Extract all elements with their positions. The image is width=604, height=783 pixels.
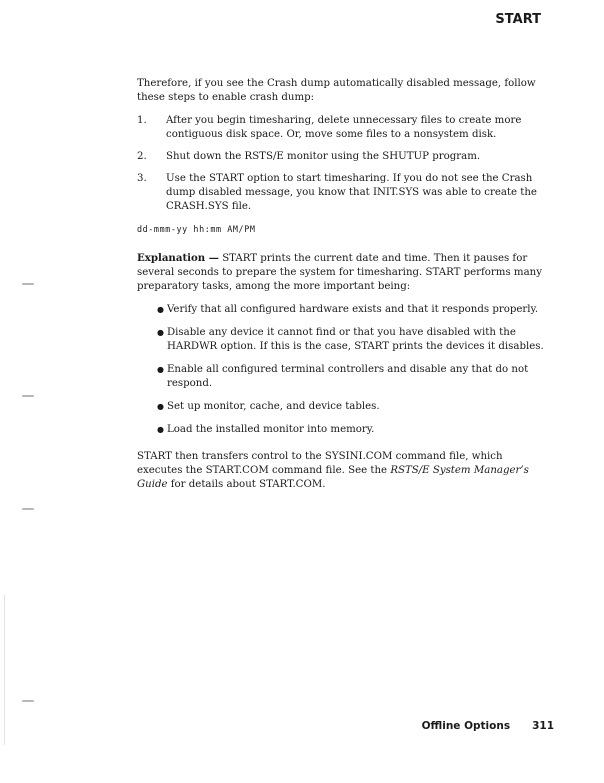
step-text: Shut down the RSTS/E monitor using the SHUTUP program. (166, 151, 481, 162)
running-head: START (495, 12, 541, 27)
list-item (137, 172, 545, 214)
intro-paragraph: Therefore, if you see the Crash dump automatically disabled message, follow these steps to enable crash dump: (137, 78, 536, 103)
explanation-paragraph (137, 251, 545, 294)
bullet-icon: ● (157, 425, 164, 434)
tasks-list (137, 303, 545, 437)
outro-paragraph (137, 450, 545, 492)
prompt-format: dd-mmm-yy hh:mm AM/PM (137, 224, 256, 234)
bullet-icon: ● (157, 305, 164, 314)
explanation-text: START prints the current date and time. Then it pauses for several seconds to prepare the system for timesharing. START performs many preparatory tasks, among the more important being: (137, 253, 542, 292)
bullet-text: Verify that all configured hardware exists and that it responds properly. (167, 304, 539, 315)
step-text: Use the START option to start timesharing. If you do not see the Crash dump disabled message, you know that INIT.SYS was able to create the CRASH.SYS file. (166, 173, 537, 212)
list-item (137, 114, 545, 142)
binding-mark (22, 508, 34, 510)
outro-text-after: for details about START.COM. (167, 479, 326, 490)
page-body (137, 77, 545, 492)
bullet-icon: ● (157, 328, 164, 337)
binding-mark (22, 283, 34, 285)
book-title: RSTS/E System Manager’s Guide (137, 465, 529, 490)
steps-list (137, 114, 545, 214)
bullet-text: Load the installed monitor into memory. (167, 424, 375, 435)
list-item (137, 326, 545, 354)
list-item (137, 363, 545, 391)
bullet-text: Set up monitor, cache, and device tables. (167, 401, 380, 412)
step-text: After you begin timesharing, delete unnecessary files to create more contiguous disk space. Or, move some files to a nonsystem disk. (166, 115, 522, 140)
footer-section-title: Offline Options (421, 720, 511, 732)
binding-mark (22, 395, 34, 397)
bullet-icon: ● (157, 402, 164, 411)
bullet-text: Disable any device it cannot find or that you have disabled with the HARDWR option. If this is the case, START prints the devices it disables. (167, 327, 544, 352)
page-footer (422, 720, 554, 732)
explanation-label: Explanation — (137, 252, 219, 264)
page-edge-line (4, 595, 5, 745)
list-item (137, 150, 545, 164)
bullet-icon: ● (157, 365, 164, 374)
outro-text-before: START then transfers control to the SYSINI.COM command file, which executes the START.COM command file. See the (137, 451, 503, 476)
step-number: 1. (137, 115, 147, 126)
list-item (137, 423, 545, 437)
bullet-text: Enable all configured terminal controllers and disable any that do not respond. (167, 364, 529, 389)
step-number: 3. (137, 173, 147, 184)
page-number: 311 (532, 720, 554, 732)
list-item (137, 303, 545, 317)
binding-mark (22, 700, 34, 702)
step-number: 2. (137, 151, 147, 162)
list-item (137, 400, 545, 414)
